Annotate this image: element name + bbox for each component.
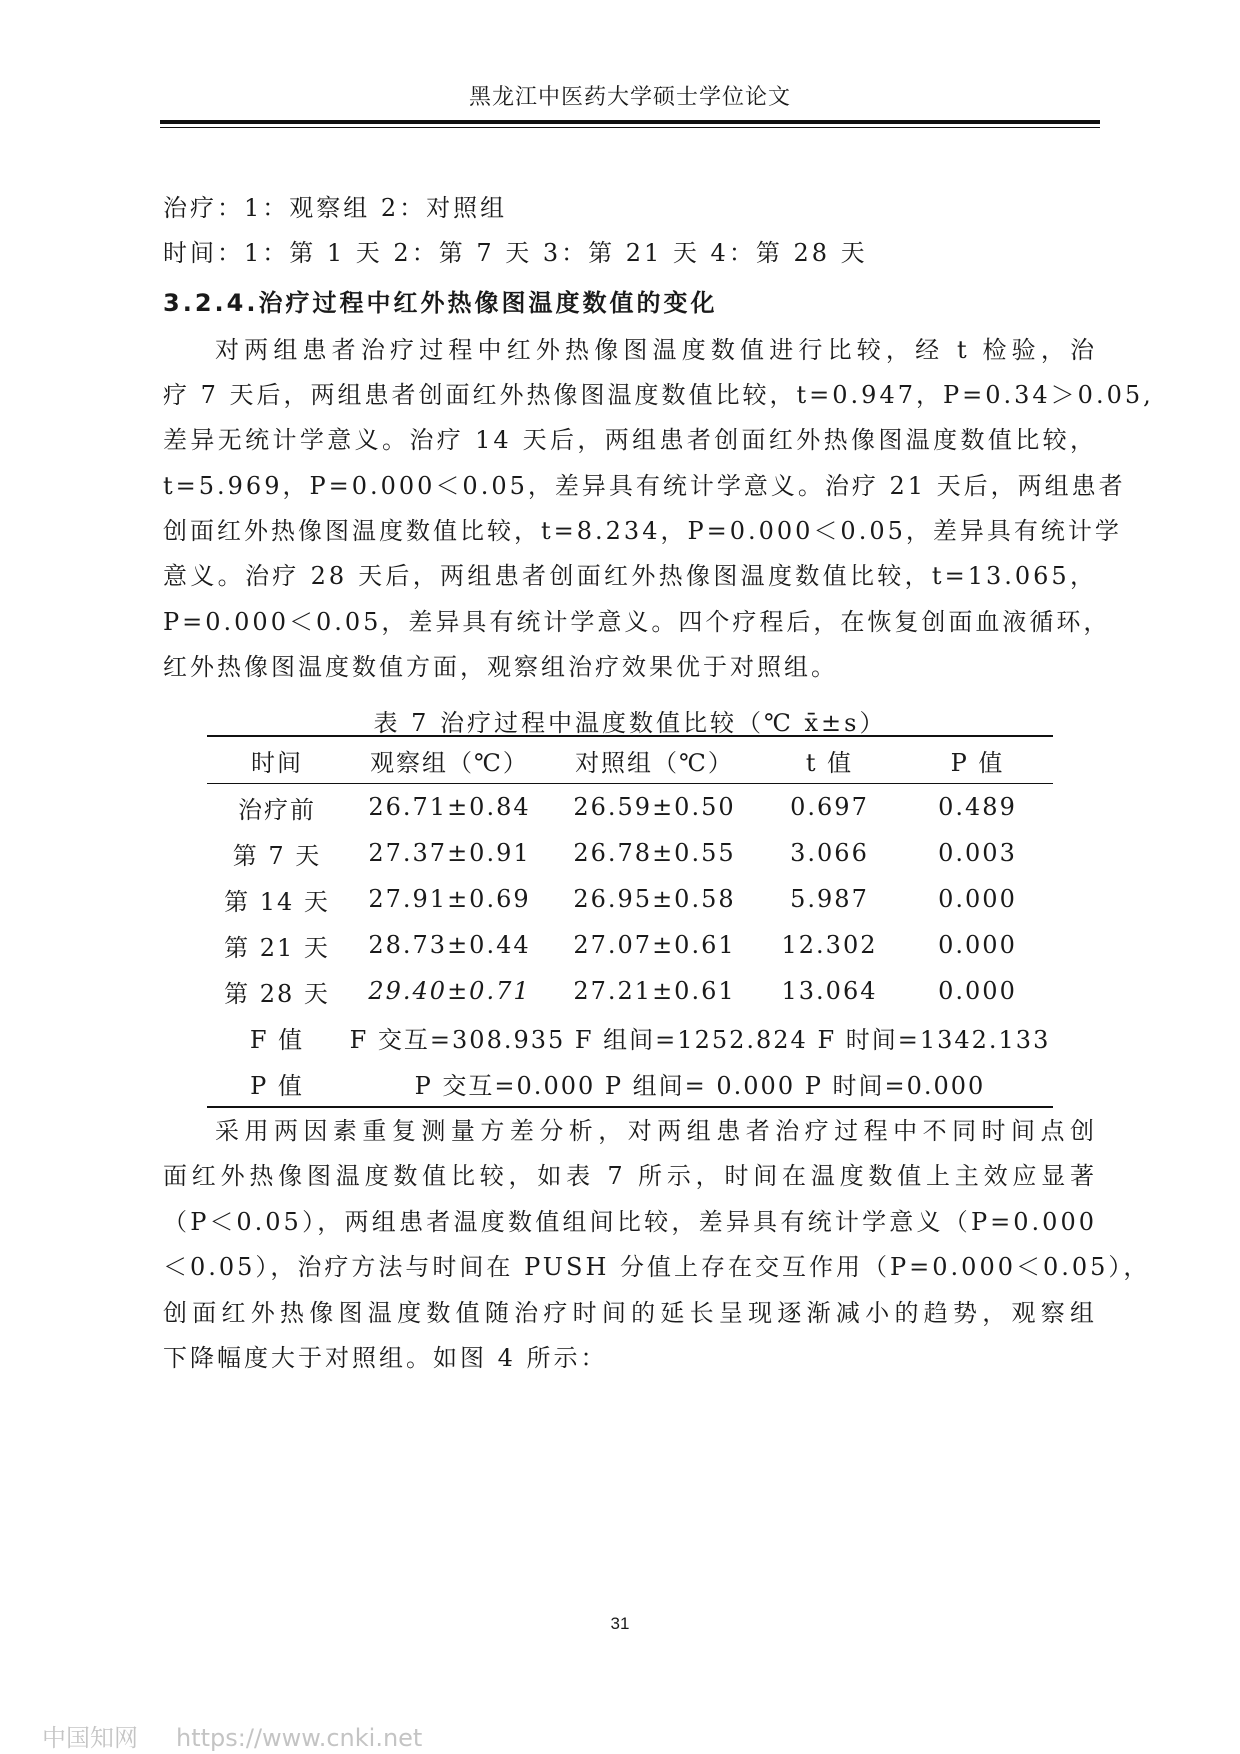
section-number: 3.2.4.: [163, 289, 259, 317]
table-cell: 27.07±0.61: [573, 931, 736, 959]
paragraph2-line: ＜0.05），治疗方法与时间在 PUSH 分值上存在交互作用（P=0.000＜0.05），: [163, 1253, 1151, 1281]
column-header: P 值: [950, 748, 1005, 777]
paragraph1-line: 红外热像图温度数值方面，观察组治疗效果优于对照组。: [163, 653, 838, 681]
temperature-table: [207, 735, 1053, 1108]
table-cell: 第 28 天: [224, 979, 330, 1008]
paragraph2-line: 面红外热像图温度数值比较，如表 7 所示，时间在温度数值上主效应显著: [163, 1162, 1097, 1190]
table-cell: F 交互=308.935 F 组间=1252.824 F 时间=1342.133: [349, 1025, 1051, 1054]
column-header: t 值: [805, 748, 854, 777]
paragraph2-line: 创面红外热像图温度数值随治疗时间的延长呈现逐渐减小的趋势，观察组: [163, 1299, 1097, 1327]
table-row: [207, 968, 1053, 1014]
paragraph1-line: 对两组患者治疗过程中红外热像图温度数值进行比较，经 t 检验，治: [215, 336, 1097, 364]
paragraph1-line: 创面红外热像图温度数值比较，t=8.234，P=0.000＜0.05，差异具有统计学: [163, 517, 1122, 545]
table-cell: 26.95±0.58: [573, 885, 736, 913]
table-cell: 0.697: [790, 793, 869, 821]
table-cell: 0.000: [938, 885, 1017, 913]
table-row: [207, 830, 1053, 876]
paragraph1-line: t=5.969，P=0.000＜0.05，差异具有统计学意义。治疗 21 天后，两组患者: [163, 472, 1126, 500]
table-row: [207, 876, 1053, 922]
table-cell: 26.78±0.55: [573, 839, 736, 867]
column-header: 观察组（℃）: [370, 748, 529, 777]
table-cell: 0.000: [938, 931, 1017, 959]
table-header-row: [207, 736, 1053, 784]
table-cell: P 值: [250, 1071, 304, 1100]
table-cell: 第 21 天: [224, 933, 330, 962]
table-cell: P 交互=0.000 P 组间= 0.000 P 时间=0.000: [414, 1071, 986, 1100]
table-row: [207, 784, 1053, 831]
column-header: 时间: [251, 748, 303, 777]
paragraph1-line: P=0.000＜0.05，差异具有统计学意义。四个疗程后，在恢复创面血液循环，: [163, 608, 1111, 636]
table-cell: 3.066: [790, 839, 869, 867]
paragraph2-line: 采用两因素重复测量方差分析，对两组患者治疗过程中不同时间点创: [215, 1117, 1097, 1145]
paragraph1-line: 意义。治疗 28 天后，两组患者创面红外热像图温度数值比较，t=13.065，: [163, 562, 1097, 590]
section-heading: [163, 283, 717, 318]
header-rule-thick: [160, 120, 1100, 124]
table-cell: 第 14 天: [224, 887, 330, 916]
table-cell: 0.489: [938, 793, 1017, 821]
table-cell: 27.37±0.91: [368, 839, 531, 867]
section-title: 治疗过程中红外热像图温度数值的变化: [258, 289, 718, 317]
table-cell: 13.064: [781, 977, 878, 1005]
paragraph1-line: 差异无统计学意义。治疗 14 天后，两组患者创面红外热像图温度数值比较，: [163, 426, 1097, 454]
table-caption: 表 7 治疗过程中温度数值比较（℃ x̄±s）: [373, 709, 887, 737]
paragraph2-line: （P＜0.05），两组患者温度数值组间比较，差异具有统计学意义（P=0.000: [163, 1208, 1097, 1236]
table-cell: 5.987: [790, 885, 869, 913]
table-cell: 第 7 天: [232, 841, 322, 870]
table-row-p-value: [207, 1060, 1053, 1107]
table-row-f-value: [207, 1014, 1053, 1060]
header-rule-thin: [160, 127, 1100, 128]
paragraph1-line: 疗 7 天后，两组患者创面红外热像图温度数值比较，t=0.947，P=0.34＞0.05,: [163, 381, 1154, 409]
table-cell: F 值: [249, 1025, 305, 1054]
table-cell: 治疗前: [238, 795, 316, 824]
legend-line-time: 时间：1：第 1 天 2：第 7 天 3：第 21 天 4：第 28 天: [163, 239, 868, 267]
legend-line-treatment: 治疗：1：观察组 2：对照组: [163, 194, 508, 222]
watermark: [42, 1718, 460, 1753]
table-cell: 27.21±0.61: [573, 977, 736, 1005]
table-cell: 0.000: [938, 977, 1017, 1005]
table-cell: 29.40±0.71: [368, 977, 531, 1005]
watermark-brand: 中国知网: [42, 1724, 138, 1752]
running-header: 黑龙江中医药大学硕士学位论文: [468, 85, 791, 110]
table-row: [207, 922, 1053, 968]
table-cell: 27.91±0.69: [368, 885, 531, 913]
paragraph2-line: 下降幅度大于对照组。如图 4 所示：: [163, 1344, 608, 1372]
column-header: 对照组（℃）: [575, 748, 734, 777]
table-cell: 26.59±0.50: [573, 793, 736, 821]
page-number: 31: [610, 1614, 630, 1633]
watermark-url: https://www.cnki.net: [176, 1724, 423, 1752]
table-cell: 12.302: [781, 931, 878, 959]
table-cell: 26.71±0.84: [368, 793, 531, 821]
table-cell: 28.73±0.44: [368, 931, 531, 959]
table-cell: 0.003: [938, 839, 1017, 867]
